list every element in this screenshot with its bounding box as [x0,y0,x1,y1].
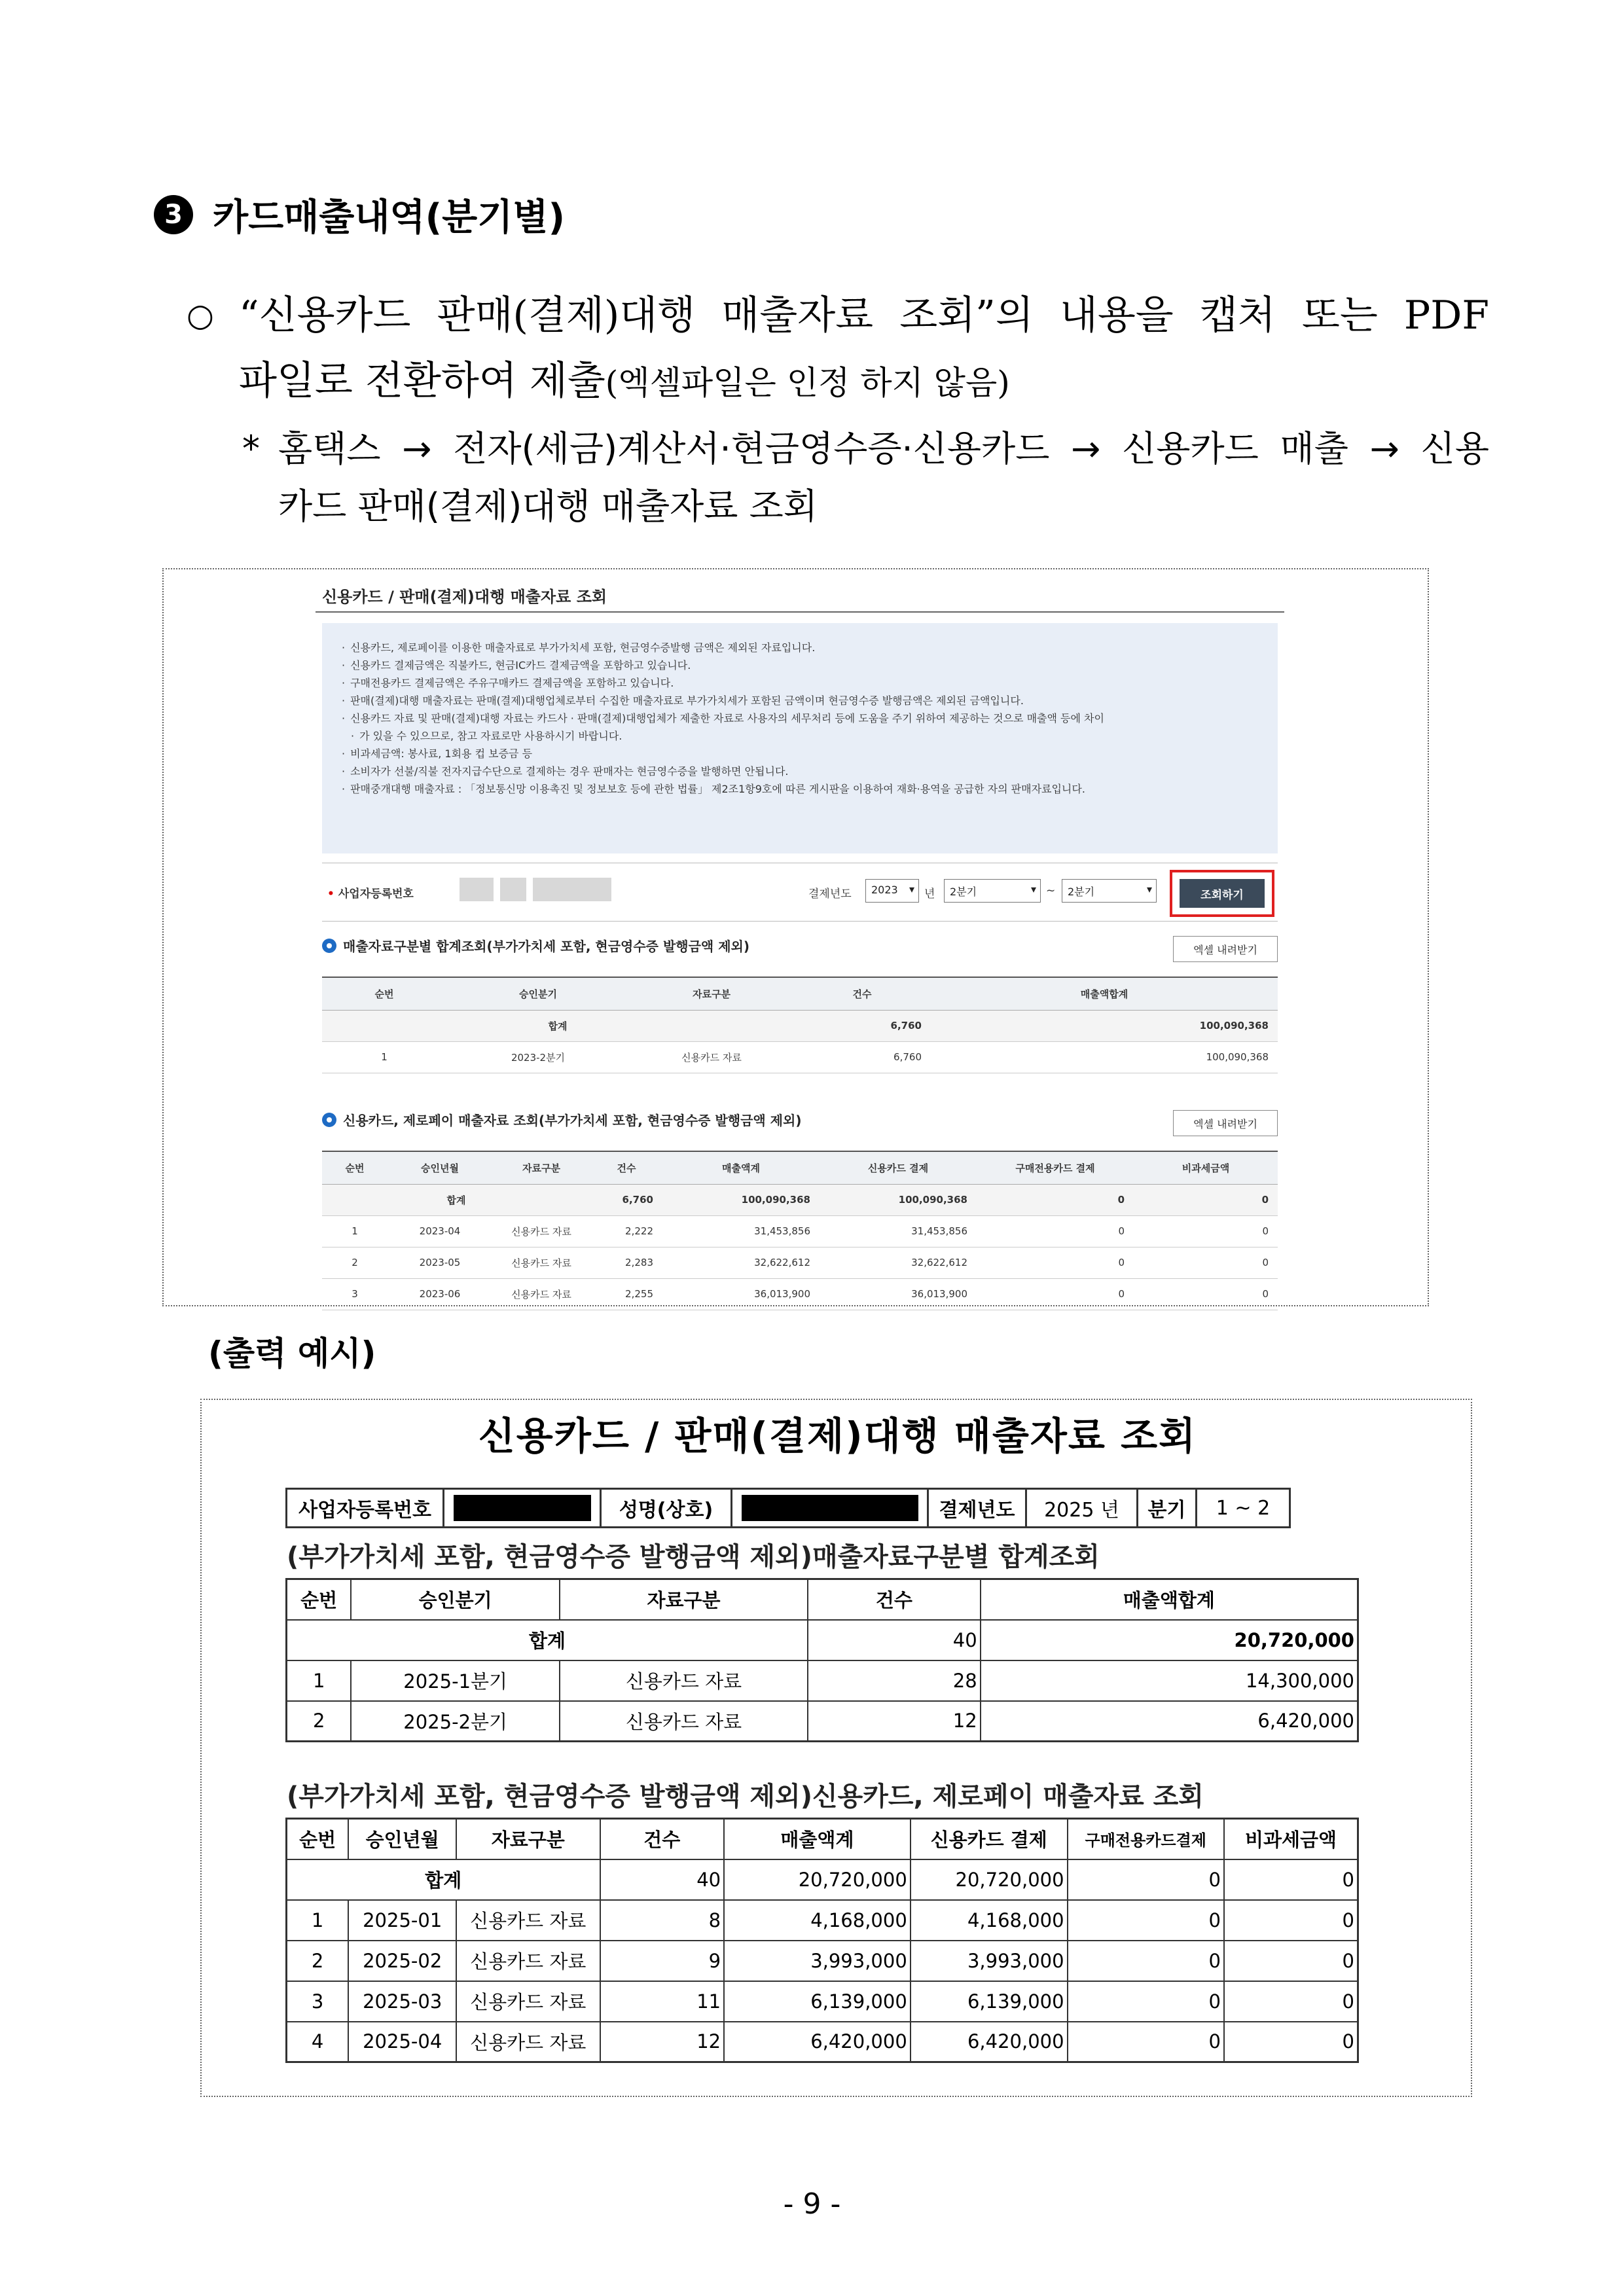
notice-item: · 신용카드 자료 및 판매(결제)대행 자료는 카드사 · 판매(결제)대행업체가 제출한 자료로 사용자의 세무처리 등에 도움을 주기 위하여 제공하는 것으로 매출액 등에 차이 [342,709,1258,727]
notice-item: · 가 있을 수 있으므로, 참고 자료로만 사용하시기 바랍니다. [342,727,1258,745]
col-header: 비과세금액 [1134,1151,1278,1184]
col-header: 구매전용카드결제 [1068,1819,1224,1859]
col-header: 자료구분 [492,1151,590,1184]
col-header: 자료구분 [560,1579,808,1620]
notice-item: · 구매전용카드 결제금액은 주유구매카드 결제금액을 포함하고 있습니다. [342,674,1258,692]
table-row: 2 2023-05 신용카드 자료 2,283 32,622,612 32,622,612 0 0 [322,1247,1278,1278]
table-row: 4 2025-04 신용카드 자료 12 6,420,000 6,420,000 0 0 [287,2022,1358,2062]
summary-excel-download-button[interactable]: 엑셀 내려받기 [1173,936,1278,962]
notice-item: · 판매(결제)대행 매출자료는 판매(결제)대행업체로부터 수집한 매출자료로 부가가치세가 포함된 금액이며 현금영수증 발행금액은 제외된 금액입니다. [342,692,1258,709]
year-suffix: 년 [924,888,935,901]
hometax-screenshot [162,568,1429,1306]
section-title [154,188,565,241]
circle-bullet-icon: ○ [187,297,214,334]
instruction-paragraph [187,283,1489,416]
detail-table [322,1151,1278,1310]
example-summary-heading: (부가가치세 포함, 현금영수증 발행금액 제외)매출자료구분별 합계조회 [287,1542,1100,1572]
section-number-badge: 3 [154,195,193,234]
navigation-note [242,420,1489,535]
table-row: 1 2025-1분기 신용카드 자료 28 14,300,000 [287,1660,1358,1701]
page-number: - 9 - [783,2187,841,2221]
notice-item: · 판매중개대행 매출자료 : 「정보통신망 이용촉진 및 정보보호 등에 관한 법률」 제2조1항9호에 따른 게시판을 이용하여 재화·용역을 공급한 자의 판매자료입니다. [342,780,1258,798]
name-redacted [732,1490,929,1526]
total-row: 합계 6,760 100,090,368 100,090,368 0 0 [322,1184,1278,1215]
note-line-1: 홈택스 → 전자(세금)계산서·현금영수증·신용카드 → 신용카드 매출 → 신용 [278,428,1489,469]
notice-item: · 비과세금액: 봉사료, 1회용 컵 보증금 등 [342,745,1258,762]
from-quarter-select[interactable]: 2분기 ▾ [944,879,1041,903]
year-value: 2025 년 [1027,1490,1138,1526]
col-header: 매출액합계 [981,1579,1358,1620]
col-header: 매출액계 [662,1151,820,1184]
col-header: 신용카드 결제 [820,1151,977,1184]
instruction-line-2-note: (엑셀파일은 인정 하지 않음) [605,364,1010,402]
col-header: 건수 [590,1151,662,1184]
search-row [322,863,1278,922]
notice-item: · 신용카드, 제로페이를 이용한 매출자료로 부가가치세 포함, 현금영수증발행 금액은 제외된 자료입니다. [342,639,1258,656]
example-detail-heading: (부가가치세 포함, 현금영수증 발행금액 제외)신용카드, 제로페이 매출자료 조회 [287,1782,1204,1812]
range-tilde: ~ [1046,884,1056,897]
reg-number-field-1[interactable] [460,878,494,901]
reg-number-redacted [444,1490,602,1526]
example-summary-table [285,1578,1359,1742]
example-detail-table [285,1818,1359,2063]
col-header: 구매전용카드 결제 [977,1151,1134,1184]
instruction-line-2 [239,348,1489,416]
total-row: 합계 6,760 100,090,368 [322,1010,1278,1041]
total-row: 합계 40 20,720,000 20,720,000 0 0 [287,1859,1358,1900]
col-header: 승인분기 [446,977,630,1010]
notice-item: · 신용카드 결제금액은 직불카드, 현금IC카드 결제금액을 포함하고 있습니다. [342,656,1258,674]
table-row: 2 2025-2분기 신용카드 자료 12 6,420,000 [287,1701,1358,1742]
col-header: 순번 [287,1819,349,1859]
col-header: 자료구분 [456,1819,600,1859]
example-title: 신용카드 / 판매(결제)대행 매출자료 조회 [478,1414,1197,1458]
table-row: 2 2025-02 신용카드 자료 9 3,993,000 3,993,000 0 0 [287,1941,1358,1981]
note-line-2: 카드 판매(결제)대행 매출자료 조회 [278,486,818,527]
year-label: 결제년도 [929,1490,1027,1526]
col-header: 승인년월 [388,1151,492,1184]
name-label: 성명(상호) [602,1490,732,1526]
total-row: 합계 40 20,720,000 [287,1620,1358,1660]
col-header: 순번 [322,977,446,1010]
quarter-value: 1 ~ 2 [1216,1496,1271,1520]
section-dot-icon [322,939,336,953]
col-header: 건수 [808,1579,981,1620]
table-row: 3 2023-06 신용카드 자료 2,255 36,013,900 36,013,900 0 0 [322,1278,1278,1310]
reg-number-label: 사업자등록번호 [287,1490,444,1526]
col-header: 승인년월 [348,1819,456,1859]
example-info-bar [285,1488,1291,1528]
reg-number-field-2[interactable] [500,878,526,901]
screenshot-page-title: 신용카드 / 판매(결제)대행 매출자료 조회 [322,588,607,606]
title-divider [316,611,1284,613]
instruction-line-2-main: 파일로 전환하여 제출 [239,358,605,404]
table-row: 1 2025-01 신용카드 자료 8 4,168,000 4,168,000 0 0 [287,1900,1358,1941]
col-header: 순번 [322,1151,388,1184]
col-header: 비과세금액 [1224,1819,1358,1859]
col-header: 자료구분 [630,977,793,1010]
summary-table [322,977,1278,1073]
to-quarter-select[interactable]: 2분기 ▾ [1062,879,1157,903]
search-button[interactable]: 조회하기 [1180,879,1265,908]
table-row: 3 2025-03 신용카드 자료 11 6,139,000 6,139,000 0 0 [287,1981,1358,2022]
col-header: 건수 [600,1819,725,1859]
asterisk-icon: * [242,428,260,469]
col-header: 순번 [287,1579,352,1620]
col-header: 매출액계 [724,1819,911,1859]
example-label: (출력 예시) [208,1335,376,1372]
col-header: 건수 [793,977,931,1010]
reg-number-label: • 사업자등록번호 [327,888,414,901]
example-output [200,1399,1472,2097]
table-row: 1 2023-2분기 신용카드 자료 6,760 100,090,368 [322,1041,1278,1073]
col-header: 매출액합계 [931,977,1278,1010]
col-header: 승인분기 [351,1579,560,1620]
quarter-label: 분기 [1138,1490,1197,1526]
summary-heading: 매출자료구분별 합계조회(부가가치세 포함, 현금영수증 발행금액 제외) [322,936,749,955]
section-title-text: 카드매출내역(분기별) [213,196,566,239]
table-row: 1 2023-04 신용카드 자료 2,222 31,453,856 31,453,856 0 0 [322,1215,1278,1247]
notice-item: · 소비자가 선불/직불 전자지급수단으로 결제하는 경우 판매자는 현금영수증을 발행하면 안됩니다. [342,762,1258,780]
notice-box [322,623,1278,853]
detail-excel-download-button[interactable]: 엑셀 내려받기 [1173,1110,1278,1136]
year-select[interactable]: 2023 ▾ [865,879,919,903]
detail-heading: 신용카드, 제로페이 매출자료 조회(부가가치세 포함, 현금영수증 발행금액 제외) [322,1110,801,1129]
reg-number-field-3[interactable] [533,878,611,901]
section-dot-icon [322,1113,336,1127]
year-label: 결제년도 [808,888,852,901]
search-button-highlight [1170,870,1274,917]
instruction-line-1: “신용카드 판매(결제)대행 매출자료 조회”의 내용을 캡처 또는 PDF [239,293,1489,338]
col-header: 신용카드 결제 [911,1819,1068,1859]
